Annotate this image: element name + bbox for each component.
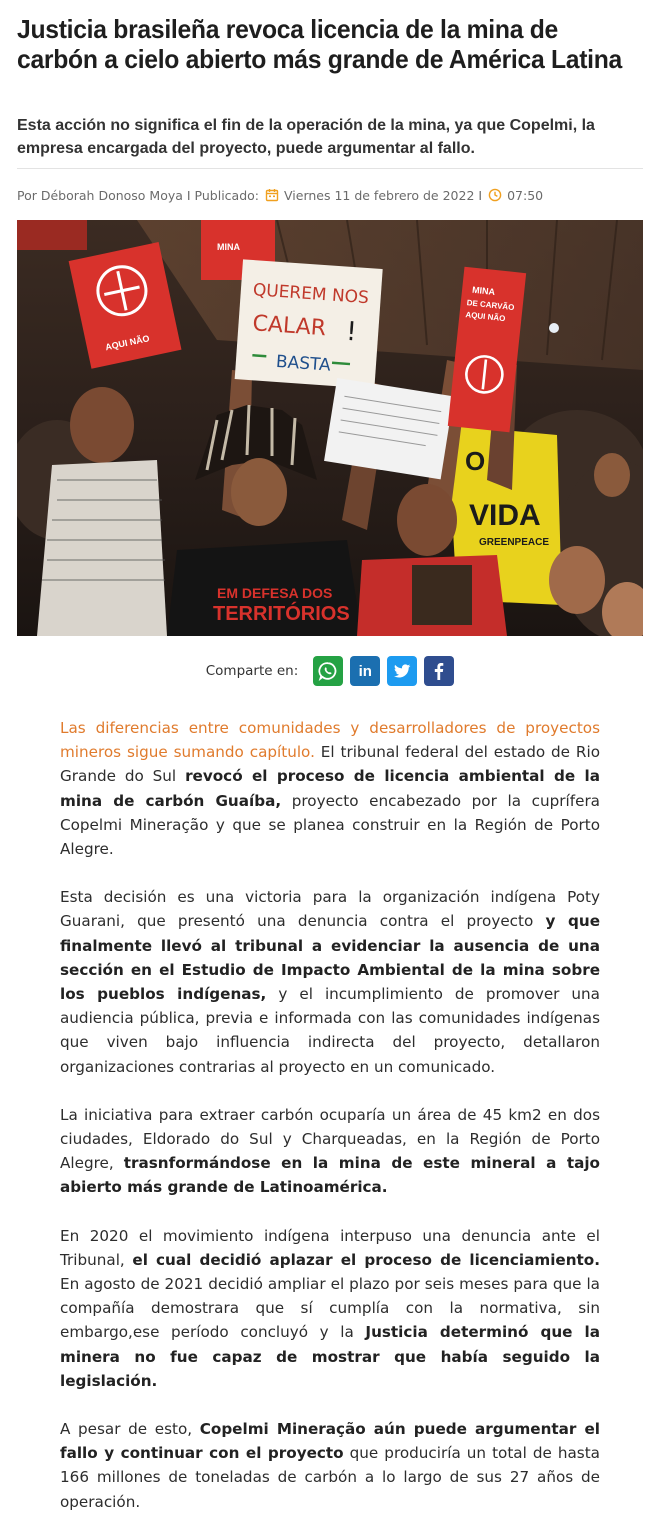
byline-time: 07:50 — [507, 187, 544, 203]
text-run: A pesar de esto, — [60, 1420, 200, 1439]
calendar-icon — [265, 188, 279, 202]
facebook-icon — [429, 661, 449, 681]
text-run: que produciría un total de hasta 166 millones de toneladas de carbón a lo largo de sus 27 años de operación. — [60, 1444, 600, 1511]
twitter-share-button[interactable] — [387, 656, 417, 686]
bold-run: trasnformándose en la mina de este mineral a tajo abierto más grande de Latinoamérica. — [60, 1154, 600, 1197]
whatsapp-share-button[interactable] — [313, 656, 343, 686]
bold-run: revocó el proceso de licencia ambiental de la mina de carbón Guaíba, — [60, 767, 600, 810]
red-sign-right-text-3: AQUI NÃO — [465, 310, 506, 324]
shirt-text-2: TERRITÓRIOS — [213, 603, 350, 625]
linkedin-share-button[interactable] — [350, 656, 380, 686]
bold-run: el cual decidió aplazar el proceso de licenciamiento. — [132, 1250, 600, 1269]
sign-text-line2: CALAR — [251, 311, 327, 342]
byline-author: Por Déborah Donoso Moya I Publicado: — [17, 187, 259, 203]
paragraph-2 — [60, 885, 600, 1079]
text-run: El tribunal federal del estado de Rio Grande do Sul — [60, 743, 600, 786]
text-run: La iniciativa para extraer carbón ocuparía un área de 45 km2 en dos ciudades, Eldorado do Sul y Charqueadas, en la Región de Porto Alegre, — [60, 1105, 600, 1173]
divider — [17, 168, 643, 169]
text-run: En agosto de 2021 decidió ampliar el plazo por seis meses para que la compañía demostrara que sí cumplía con la normativa, sin embargo,ese período concluyó y la — [60, 1275, 600, 1342]
sign-text-line3: BASTA — [275, 351, 332, 376]
article-subtitle: Esta acción no significa el fin de la operación de la mina, ya que Copelmi, la empresa encargada del proyecto, puede argumentar al fallo. — [17, 117, 595, 157]
twitter-icon — [392, 661, 412, 681]
bold-run: Copelmi Mineração aún puede argumentar el fallo y continuar con el proyecto — [60, 1420, 600, 1463]
byline-date: Viernes 11 de febrero de 2022 I — [284, 187, 483, 203]
paragraph-3 — [60, 1103, 600, 1200]
bold-run: Justicia determinó que la minera no fue capaz de mostrar que había seguido la legislación. — [60, 1323, 600, 1390]
bold-run: y que finalmente llevó al tribunal a evidenciar la ausencia de una sección en el Estudio de Impacto Ambiental de la mina sobre los pueblos indígenas, — [60, 912, 600, 1004]
paragraph-4 — [60, 1224, 600, 1393]
shirt-text-1: EM DEFESA DOS — [217, 585, 333, 601]
red-sign-right-text-2: DE CARVÃO — [466, 298, 515, 313]
facebook-share-button[interactable] — [424, 656, 454, 686]
red-sign-top-text: MINA — [217, 242, 240, 252]
byline — [17, 185, 643, 205]
sign-text-excl: ! — [345, 316, 358, 348]
sign-text-line1: QUEREM NOS — [252, 280, 370, 309]
whatsapp-icon — [318, 661, 338, 681]
clock-icon — [488, 188, 502, 202]
text-run: Esta decisión es una victoria para la organización indígena Poty Guarani, que presentó una denuncia contra el proyecto — [60, 888, 600, 931]
red-sign-right-text-1: MINA — [471, 284, 496, 298]
share-bar — [17, 655, 643, 687]
red-sign-text-1: AQUI NÃO — [104, 333, 151, 353]
banner-text-vida: VIDA — [469, 499, 541, 532]
paragraph-1 — [60, 716, 600, 861]
hero-image — [17, 220, 643, 636]
article-body — [60, 716, 600, 1538]
text-run: y el incumplimiento de promover una audiencia pública, previa e informada con las comunidades indígenas que viven bajo influencia indirecta del proyecto, detallaron organizaciones contrarias al proyecto en un comunicado. — [60, 985, 600, 1076]
article-title: Justicia brasileña revoca licencia de la mina de carbón a cielo abierto más grande de América Latina — [17, 14, 623, 74]
text-run: proyecto encabezado por la cuprífera Copelmi Mineração y que se planea construir en la Región de Porto Alegre. — [60, 791, 600, 859]
paragraph-5 — [60, 1417, 600, 1514]
linkedin-icon: in — [358, 662, 372, 680]
text-run: En 2020 el movimiento indígena interpuso una denuncia ante el Tribunal, — [60, 1226, 600, 1269]
share-label: Comparte en: — [205, 663, 299, 679]
paragraph-lead: Las diferencias entre comunidades y desarrolladores de proyectos mineros sigue sumando capítulo. — [60, 719, 600, 762]
banner-text-greenpeace: GREENPEACE — [479, 537, 550, 548]
banner-text-o: O — [465, 446, 486, 476]
